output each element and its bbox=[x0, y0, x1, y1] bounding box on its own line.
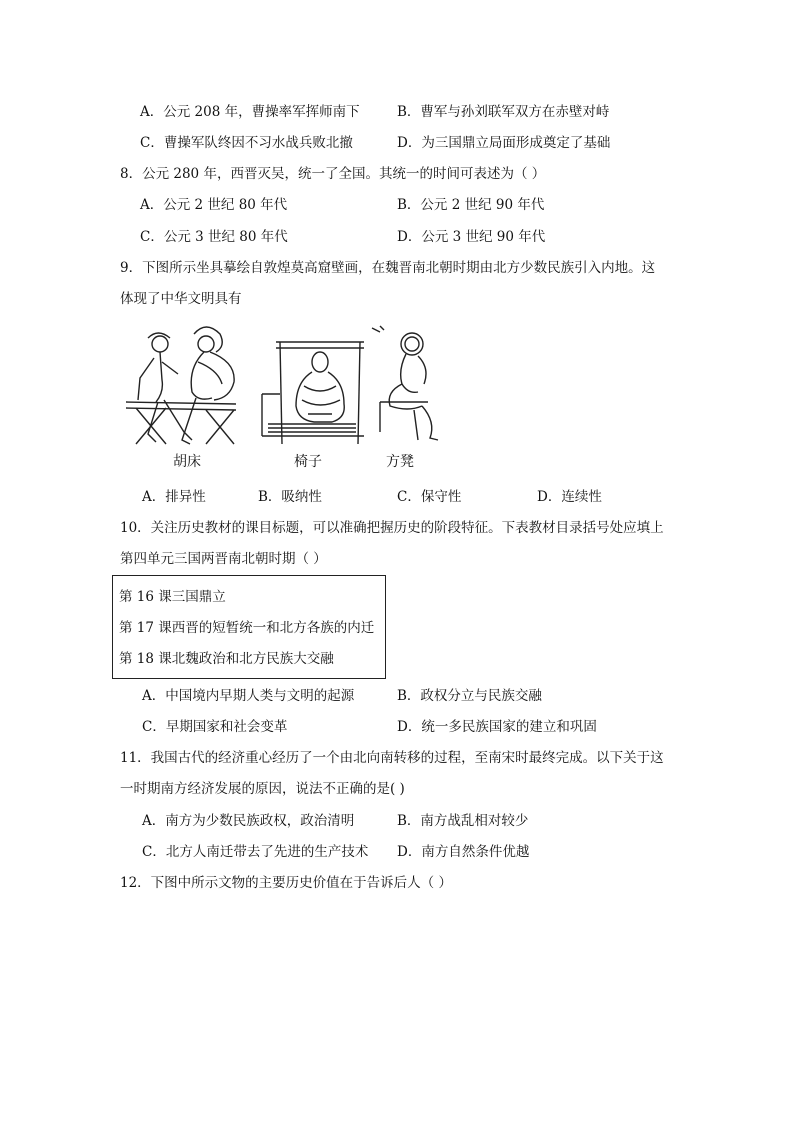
q8-stem: 8．公元 280 年，西晋灭吴，统一了全国。其统一的时间可表述为（ ） bbox=[120, 166, 546, 182]
q9-stem-line2: 体现了中华文明具有 bbox=[120, 291, 242, 307]
contents-row-16: 第 16 课三国鼎立 bbox=[119, 589, 226, 605]
q9-option-c: C．保守性 bbox=[397, 489, 462, 505]
caption-hu-chuang: 胡床 bbox=[173, 454, 201, 470]
q11-stem-line1: 11．我国古代的经济重心经历了一个由北向南转移的过程，至南宋时最终完成。以下关于这 bbox=[120, 750, 664, 766]
q7-option-a: A．公元 208 年，曹操率军挥师南下 bbox=[140, 104, 360, 120]
q9-option-b: B．吸纳性 bbox=[258, 489, 322, 505]
textbook-contents-table bbox=[112, 575, 386, 679]
q11-option-d: D．南方自然条件优越 bbox=[397, 844, 530, 860]
caption-fang-deng: 方凳 bbox=[386, 454, 414, 470]
q9-stem-line1: 9．下图所示坐具摹绘自敦煌莫高窟壁画，在魏晋南北朝时期由北方少数民族引入内地。这 bbox=[120, 260, 656, 276]
fang-deng-illustration bbox=[372, 326, 438, 440]
contents-row-18: 第 18 课北魏政治和北方民族大交融 bbox=[119, 651, 334, 667]
q11-option-a: A．南方为少数民族政权，政治清明 bbox=[142, 813, 355, 829]
caption-chair: 椅子 bbox=[294, 454, 322, 470]
q7-option-b: B．曹军与孙刘联军双方在赤壁对峙 bbox=[397, 104, 610, 120]
q12-stem: 12．下图中所示文物的主要历史价值在于告诉后人（ ） bbox=[120, 875, 452, 891]
q9-option-a: A．排异性 bbox=[142, 489, 206, 505]
hu-chuang-illustration bbox=[126, 327, 236, 444]
seating-illustrations-svg bbox=[118, 322, 458, 452]
q9-option-d: D．连续性 bbox=[537, 489, 602, 505]
q11-option-c: C．北方人南迁带去了先进的生产技术 bbox=[142, 844, 369, 860]
chair-illustration bbox=[262, 342, 364, 444]
q7-option-d: D．为三国鼎立局面形成奠定了基础 bbox=[397, 135, 611, 151]
q8-option-d: D．公元 3 世纪 90 年代 bbox=[397, 229, 546, 245]
q10-stem-line1: 10．关注历史教材的课目标题，可以准确把握历史的阶段特征。下表教材目录括号处应填上 bbox=[120, 520, 664, 536]
q11-option-b: B．南方战乱相对较少 bbox=[397, 813, 529, 829]
q7-option-c: C．曹操军队终因不习水战兵败北撤 bbox=[140, 135, 353, 151]
q8-option-a: A．公元 2 世纪 80 年代 bbox=[140, 197, 288, 213]
q10-option-a: A．中国境内早期人类与文明的起源 bbox=[142, 688, 355, 704]
q10-option-b: B．政权分立与民族交融 bbox=[397, 688, 542, 704]
seating-illustrations bbox=[118, 322, 458, 452]
q11-stem-line2: 一时期南方经济发展的原因，说法不正确的是( ) bbox=[120, 781, 405, 797]
q8-option-c: C．公元 3 世纪 80 年代 bbox=[140, 229, 288, 245]
contents-row-17: 第 17 课西晋的短暂统一和北方各族的内迁 bbox=[119, 620, 375, 636]
q8-option-b: B．公元 2 世纪 90 年代 bbox=[397, 197, 545, 213]
q10-option-d: D．统一多民族国家的建立和巩固 bbox=[397, 719, 597, 735]
q10-option-c: C．早期国家和社会变革 bbox=[142, 719, 288, 735]
q10-stem-line2: 第四单元三国两晋南北朝时期（ ） bbox=[120, 551, 327, 567]
